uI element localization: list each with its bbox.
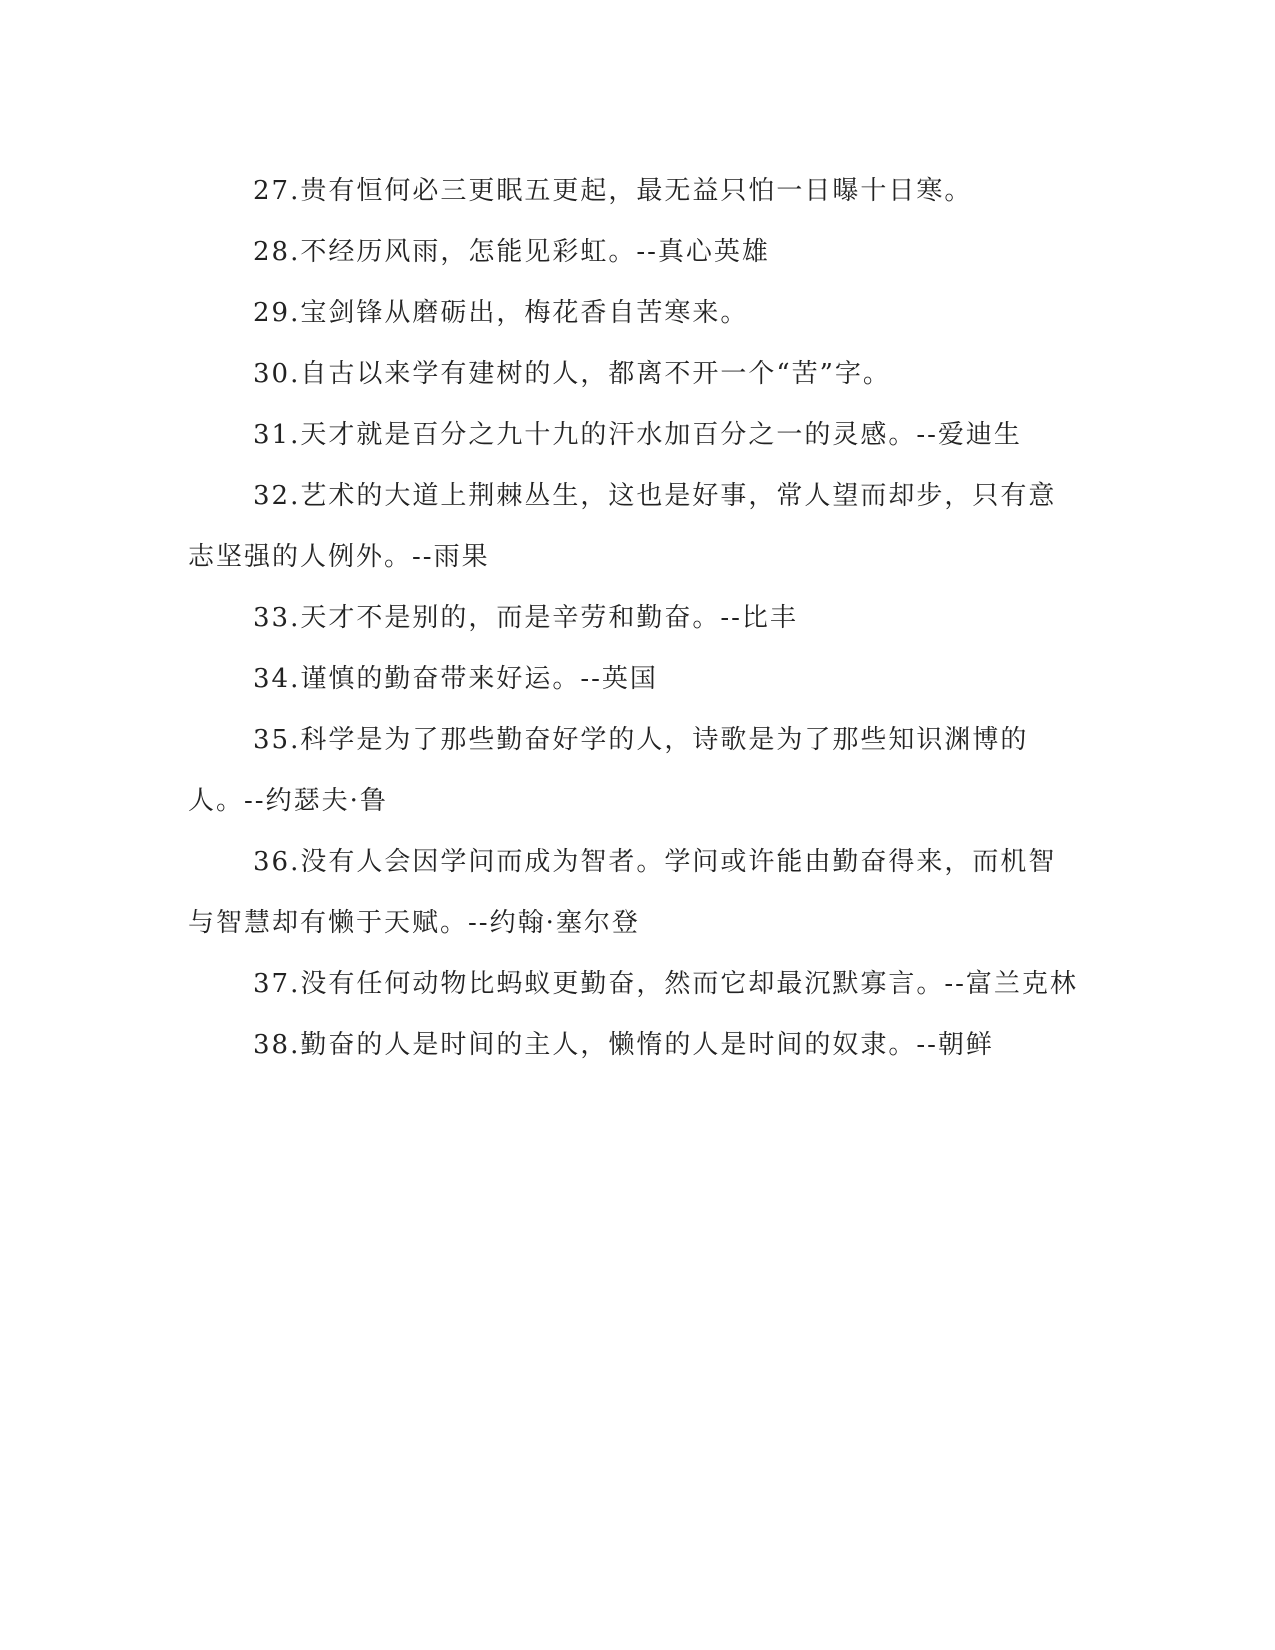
quote-37: 37.没有任何动物比蚂蚁更勤奋，然而它却最沉默寡言。--富兰克林: [253, 969, 1078, 999]
quote-31: 31.天才就是百分之九十九的汗水加百分之一的灵感。--爱迪生: [253, 420, 1022, 450]
quote-27: 27.贵有恒何必三更眠五更起，最无益只怕一日曝十日寒。: [253, 176, 973, 206]
quote-29: 29.宝剑锋从磨砺出，梅花香自苦寒来。: [253, 298, 749, 328]
quote-38: 38.勤奋的人是时间的主人，懒惰的人是时间的奴隶。--朝鲜: [253, 1030, 994, 1060]
quote-36: 36.没有人会因学问而成为智者。学问或许能由勤奋得来，而机智与智慧却有懒于天赋。--约翰·塞尔登: [188, 847, 1057, 938]
quote-34: 34.谨慎的勤奋带来好运。--英国: [253, 664, 658, 694]
quote-list: [188, 161, 1083, 1076]
quote-32: 32.艺术的大道上荆棘丛生，这也是好事，常人望而却步，只有意志坚强的人例外。--雨果: [188, 481, 1057, 572]
quote-33: 33.天才不是别的，而是辛劳和勤奋。--比丰: [253, 603, 798, 633]
quote-35: 35.科学是为了那些勤奋好学的人，诗歌是为了那些知识渊博的人。--约瑟夫·鲁: [188, 725, 1029, 816]
quote-30: 30.自古以来学有建树的人，都离不开一个“苦”字。: [253, 359, 891, 389]
quote-28: 28.不经历风雨，怎能见彩虹。--真心英雄: [253, 237, 770, 267]
